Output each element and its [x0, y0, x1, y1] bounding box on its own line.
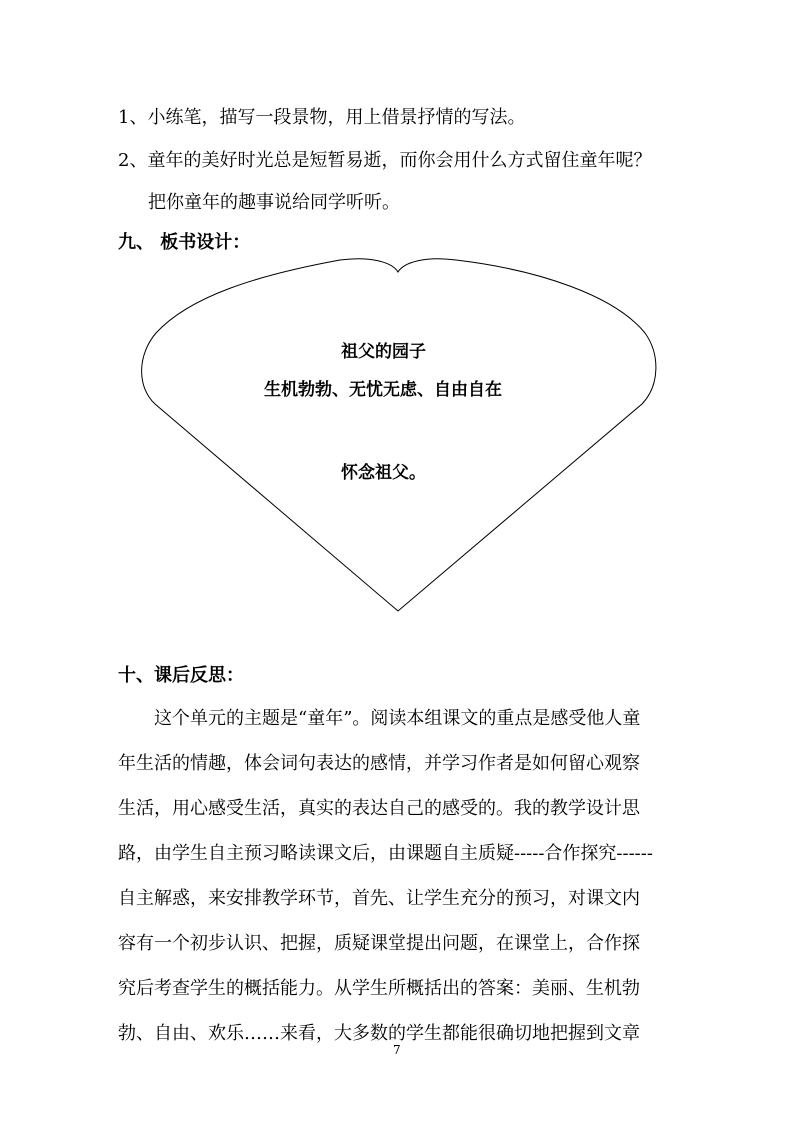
section-9-heading: 九、 板书设计：: [118, 232, 251, 253]
reflection-line-1: 这个单元的主题是“童年”。阅读本组课文的重点是感受他人童: [154, 708, 641, 729]
reflection-line-7: 究后考查学生的概括能力。从学生所概括出的答案：美丽、生机勃: [118, 978, 640, 999]
reflection-line-5: 自主解惑，来安排教学环节，首先、让学生充分的预习，对课文内: [118, 888, 640, 909]
reflection-line-2: 年生活的情趣，体会词句表达的感情，并学习作者是如何留心观察: [118, 753, 640, 774]
reflection-paragraph: [118, 707, 678, 1067]
board-title: 祖父的园子: [341, 342, 426, 362]
board-keywords: 生机勃勃、无忧无虑、自由自在: [264, 380, 502, 400]
page-number: 7: [393, 1043, 401, 1057]
exercise-item-2: 2、童年的美好时光总是短暂易逝，而你会用什么方式留住童年呢？: [118, 150, 652, 171]
reflection-line-8: 勃、自由、欢乐……来看，大多数的学生都能很确切地把握到文章: [118, 1023, 640, 1044]
heart-outline: [142, 259, 656, 611]
reflection-line-4: 路，由学生自主预习略读课文后，由课题自主质疑-----合作探究------: [118, 843, 653, 864]
reflection-line-6: 容有一个初步认识、把握，质疑课堂提出问题，在课堂上，合作探: [118, 933, 640, 954]
exercise-item-1: 1、小练笔，描写一段景物，用上借景抒情的写法。: [118, 107, 526, 128]
section-10-heading: 十、课后反思：: [118, 665, 244, 686]
exercise-item-2-continued: 把你童年的趣事说给同学听听。: [148, 192, 400, 213]
board-theme: 怀念祖父。: [341, 463, 426, 483]
reflection-line-3: 生活，用心感受生活，真实的表达自己的感受的。我的教学设计思: [118, 798, 640, 819]
